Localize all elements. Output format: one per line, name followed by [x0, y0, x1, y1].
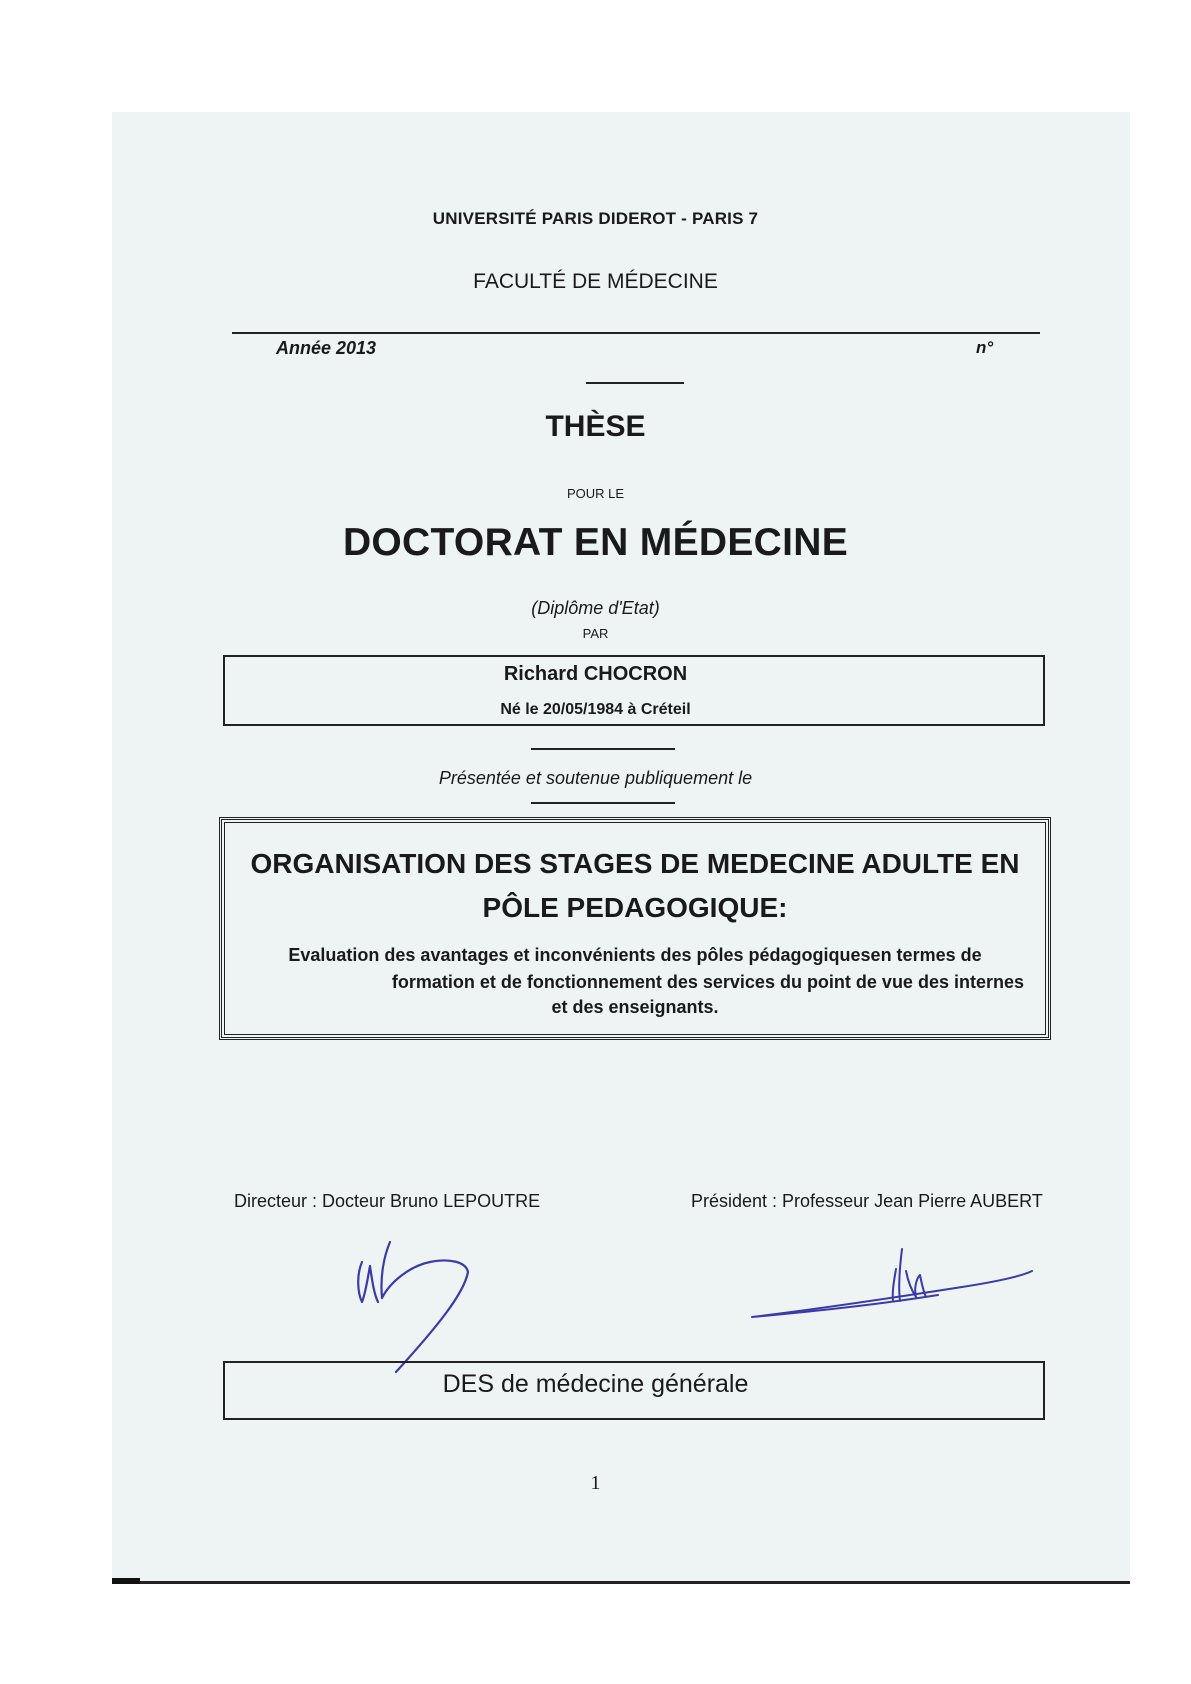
divider-short: [531, 748, 675, 750]
divider-short: [586, 382, 684, 384]
pour-le-label: POUR LE: [566, 486, 625, 501]
degree-title: DOCTORAT EN MÉDECINE: [342, 521, 849, 564]
header-divider: [232, 332, 1040, 334]
thesis-title-line: PÔLE PEDAGOGIQUE:: [482, 892, 788, 923]
document-type: THÈSE: [545, 410, 646, 443]
academic-year: Année 2013: [276, 338, 377, 358]
divider-short: [531, 802, 675, 804]
par-label: PAR: [582, 626, 609, 641]
scan-edge: [112, 1581, 1130, 1584]
faculty-name: FACULTÉ DE MÉDECINE: [473, 270, 718, 293]
thesis-number: n°: [976, 338, 994, 357]
author-name: Richard CHOCRON: [503, 663, 688, 685]
jury-president: Président : Professeur Jean Pierre AUBERT: [691, 1191, 1043, 1211]
thesis-director: Directeur : Docteur Bruno LEPOUTRE: [234, 1191, 541, 1211]
director-signature: [350, 1232, 520, 1382]
presentation-line: Présentée et soutenue publiquement le: [438, 768, 753, 788]
thesis-title-line: ORGANISATION DES STAGES DE MEDECINE ADULTE EN: [250, 848, 1020, 879]
thesis-subtitle-line: formation et de fonctionnement des services du point de vue des internes: [391, 972, 1024, 992]
thesis-subtitle-line: et des enseignants.: [551, 997, 719, 1017]
thesis-subtitle-line: Evaluation des avantages et inconvénients des pôles pédagogiquesen termes de: [288, 945, 982, 965]
diploma-type: (Diplôme d'Etat): [531, 598, 660, 618]
scan-corner-mark: [112, 1578, 140, 1584]
author-birth: Né le 20/05/1984 à Créteil: [500, 701, 691, 718]
university-name: UNIVERSITÉ PARIS DIDEROT - PARIS 7: [432, 209, 759, 228]
president-signature: [748, 1245, 1038, 1325]
specialty: DES de médecine générale: [442, 1370, 749, 1398]
page-number: 1: [590, 1472, 601, 1494]
